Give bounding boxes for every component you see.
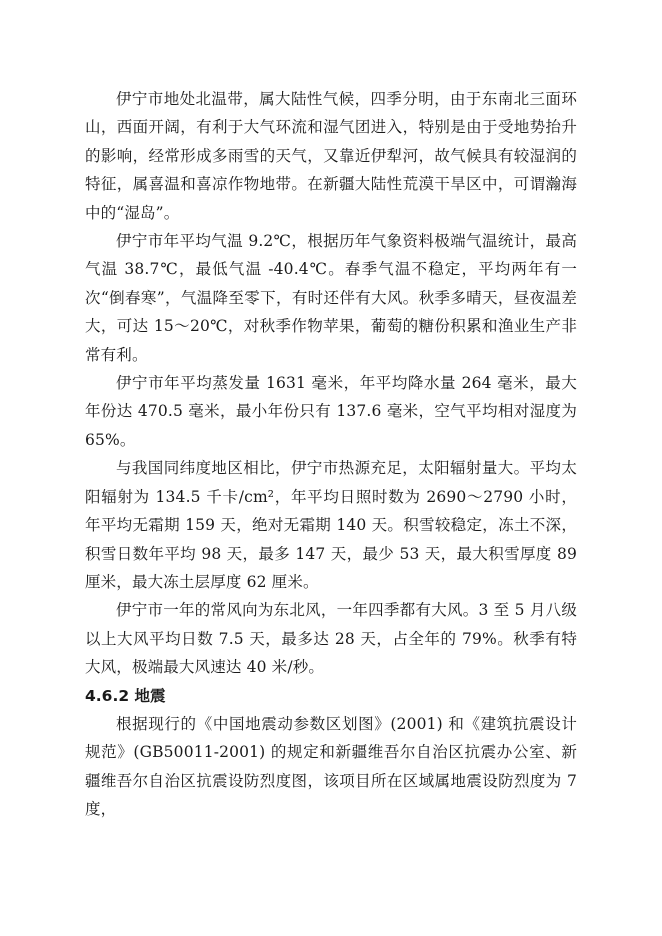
document-page xyxy=(85,85,577,824)
paragraph-wind: 伊宁市一年的常风向为东北风，一年四季都有大风。3 至 5 月八级以上大风平均日数 7.5 天，最多达 28 天，占全年的 79%。秋季有特大风，极端最大风速达 40 米/秒。 xyxy=(85,601,577,677)
section-heading-earthquake: 4.6.2 地震 xyxy=(85,686,166,705)
paragraph-evaporation-precipitation: 伊宁市年平均蒸发量 1631 毫米，年平均降水量 264 毫米，最大年份达 470.5 毫米，最小年份只有 137.6 毫米，空气平均相对湿度为 65%。 xyxy=(85,374,577,449)
paragraph-solar-radiation: 与我国同纬度地区相比，伊宁市热源充足，太阳辐射量大。平均太阳辐射为 134.5 千卡/cm²，年平均日照时数为 2690～2790 小时，年平均无霜期 159 天，绝对无霜期 140 天。积雪较稳定，冻土不深，积雪日数年平均 98 天，最多 147 天，最少 53 天，最大积雪厚度 89 厘米，最大冻土层厚度 62 厘米。 xyxy=(85,459,577,591)
paragraph-earthquake: 根据现行的《中国地震动参数区划图》(2001) 和《建筑抗震设计规范》(GB50011-2001) 的规定和新疆维吾尔自治区抗震办公室、新疆维吾尔自治区抗震设防烈度图，该项目所在区域属地震设防烈度为 7 度， xyxy=(85,714,577,819)
paragraph-climate-overview: 伊宁市地处北温带，属大陆性气候，四季分明，由于东南北三面环山，西面开阔，有利于大气环流和湿气团进入，特别是由于受地势抬升的影响，经常形成多雨雪的天气，又靠近伊犁河，故气候具有较湿润的特征，属喜温和喜凉作物地带。在新疆大陆性荒漠干旱区中，可谓瀚海中的“湿岛”。 xyxy=(85,90,577,222)
paragraph-temperature: 伊宁市年平均气温 9.2℃，根据历年气象资料极端气温统计，最高气温 38.7℃，最低气温 -40.4℃。春季气温不稳定，平均两年有一次“倒春寒”，气温降至零下，有时还伴有大风。秋季多晴天，昼夜温差大，可达 15～20℃，对秋季作物苹果，葡萄的糖份积累和渔业生产非常有利。 xyxy=(85,232,577,364)
